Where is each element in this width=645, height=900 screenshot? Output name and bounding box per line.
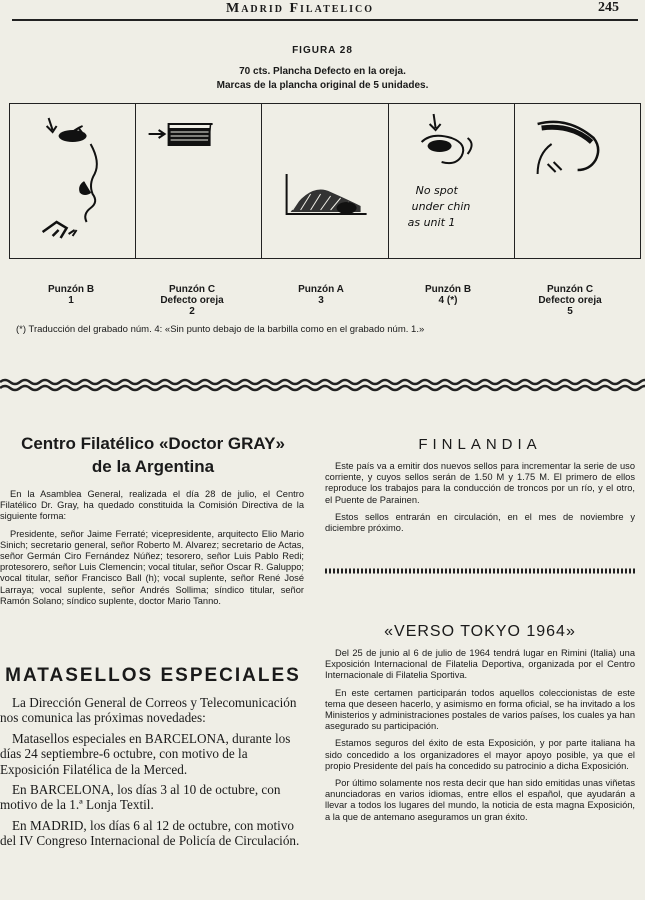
figure-subtitle-2: Marcas de la plancha original de 5 unidades.: [216, 80, 429, 91]
article-body-tokyo: [325, 648, 635, 829]
article-body-gray: [0, 489, 304, 613]
gray-paragraph-2: Presidente, señor Jaime Ferraté; vicepresidente, arquitecto Elio Mario Sinich; secretario general, señor Roberto M. Alvarez; secretario de Actas, señor Germán Ciro Fernández Núñez; tesorero, señor Luis Pablo Redi; protesorero, señor Luis Clemencin; vocal titular, señor Oscar R. Galuppo; vocal titular, señor Francisco Ball (h); vocal suplente, señor René José Larraya; vocal suplente, señor Andrés Sollima; síndico titular, señor Ramón Solano; síndico suplente, doctor Mario Tanno.: [0, 528, 304, 606]
matasellos-paragraph-3: En BARCELONA, los días 3 al 10 de octubre, con motivo de la 1.ª Lonja Textil.: [0, 782, 281, 813]
panel-label-5: [507, 284, 633, 317]
tokyo-paragraph-3: Estamos seguros del éxito de esta Exposición, y por parte italiana ha sido concedido a los organizadores el mayor apoyo posible, ya que el propio Presidente del país ha concedido su patrocinio a dicha Exposición.: [325, 738, 635, 771]
panel-label-4: [385, 284, 511, 306]
figure-footnote: (*) Traducción del grabado núm. 4: «Sin punto debajo de la barbilla como en el grabado núm. 1.»: [16, 324, 425, 335]
article-title-gray: [0, 432, 306, 478]
article-title-gray-line1: Centro Filatélico «Doctor GRAY»: [21, 434, 285, 453]
tokyo-paragraph-4: Por último solamente nos resta decir que han sido emitidas unas viñetas anunciadoras en varios idiomas, entre ellos el español, que ayudarán a llevar a todos los lugares del mundo, la noticia de esta magna Exposición, a la que de antemano aseguramos un gran éxito.: [325, 778, 635, 822]
figure-panel-3: [262, 104, 388, 258]
panel-label-5-line2: Defecto oreja: [538, 295, 602, 306]
page-number: 245: [598, 0, 619, 15]
article-title-finlandia: FINLANDIA: [418, 436, 542, 453]
ear-defect-drawing-2: [136, 104, 261, 258]
gray-paragraph-1: En la Asamblea General, realizada el día 28 de julio, el Centro Filatélico Dr. Gray, ha quedado constituida la Comisión Directiva de la siguiente forma:: [0, 489, 304, 522]
finlandia-paragraph-2: Estos sellos entrarán en circulación, en el mes de noviembre y diciembre próximo.: [325, 511, 635, 534]
article-title-gray-line2: de la Argentina: [91, 457, 215, 476]
panel-label-5-line1: Punzón C: [546, 284, 594, 295]
decorative-wave-divider: [0, 378, 645, 392]
chin-drawing-4: [389, 104, 514, 258]
article-title-matasellos: MATASELLOS ESPECIALES: [5, 665, 301, 686]
tokyo-paragraph-1: Del 25 de junio al 6 de julio de 1964 tendrá lugar en Rimini (Italia) una Exposición Internacional de Filatelia Deportiva, organizada por el Centro Internacionale di Filatelia Sportiva.: [325, 648, 635, 681]
running-header-title: Madrid Filatelico: [226, 1, 374, 16]
panel-label-3-line1: Punzón A: [298, 284, 344, 295]
panel-label-1-number: 1: [68, 295, 74, 306]
panel-label-2-number: 2: [189, 306, 195, 317]
header-rule: [12, 19, 638, 21]
panel-label-5-number: 5: [567, 306, 573, 317]
finlandia-paragraph-1: Este país va a emitir dos nuevos sellos para incrementar la serie de uso corriente, y cuyos sellos serán de 1.50 M y 1.75 M. El primero de ellos reproduce los trabajos para la conducción de troncos por un río, y el otro, el Puente de Parainen.: [325, 461, 635, 505]
handwritten-note-line-3: as unit 1: [407, 216, 455, 229]
hatched-drawing-3: [262, 104, 387, 258]
handwritten-note-line-1: No spot: [415, 184, 458, 197]
figure-panel-5: [515, 104, 640, 258]
panel-label-1-line1: Punzón B: [47, 284, 95, 295]
figure-panel-4: [389, 104, 515, 258]
matasellos-paragraph-1: La Dirección General de Correos y Telecomunicación nos comunica las próximas novedades:: [0, 695, 297, 726]
matasellos-paragraph-2: Matasellos especiales en BARCELONA, durante los días 24 septiembre-6 octubre, con motivo de la Exposición Filatélica de la Merced.: [0, 730, 291, 777]
figure-panel-1: [10, 104, 136, 258]
panel-label-2: [129, 284, 255, 317]
panel-label-2-line2: Defecto oreja: [160, 295, 224, 306]
handwritten-note-line-2: under chin: [411, 200, 470, 213]
panel-label-4-line1: Punzón B: [424, 284, 472, 295]
panel-label-4-number: 4 (*): [438, 295, 458, 306]
figure-panels: [9, 103, 641, 259]
article-body-matasellos: [0, 695, 304, 854]
tokyo-paragraph-2: En este certamen participarán todos aquellos coleccionistas de este tema que deseen hacerlo, y asimismo en forma oficial, se ha invitado a los Ministerios y administraciones postales de varios países, los cuales ya han asegurado su participación.: [325, 687, 635, 732]
panel-label-2-line1: Punzón C: [168, 284, 216, 295]
panel-label-3-number: 3: [318, 295, 324, 306]
figure-title: FIGURA 28: [292, 45, 353, 56]
matasellos-paragraph-4: En MADRID, los días 6 al 12 de octubre, con motivo del IV Congreso Internacional de Policía de Circulación.: [0, 817, 300, 849]
profile-drawing-1: [10, 104, 135, 258]
panel-label-1: [8, 284, 134, 306]
figure-panel-2: [136, 104, 262, 258]
dotted-divider: [325, 568, 635, 574]
article-body-finlandia: [325, 461, 635, 540]
ear-defect-drawing-5: [515, 104, 640, 258]
article-title-tokyo: «VERSO TOKYO 1964»: [384, 623, 576, 640]
panel-label-3: [258, 284, 384, 306]
figure-subtitle-1: 70 cts. Plancha Defecto en la oreja.: [239, 66, 406, 77]
